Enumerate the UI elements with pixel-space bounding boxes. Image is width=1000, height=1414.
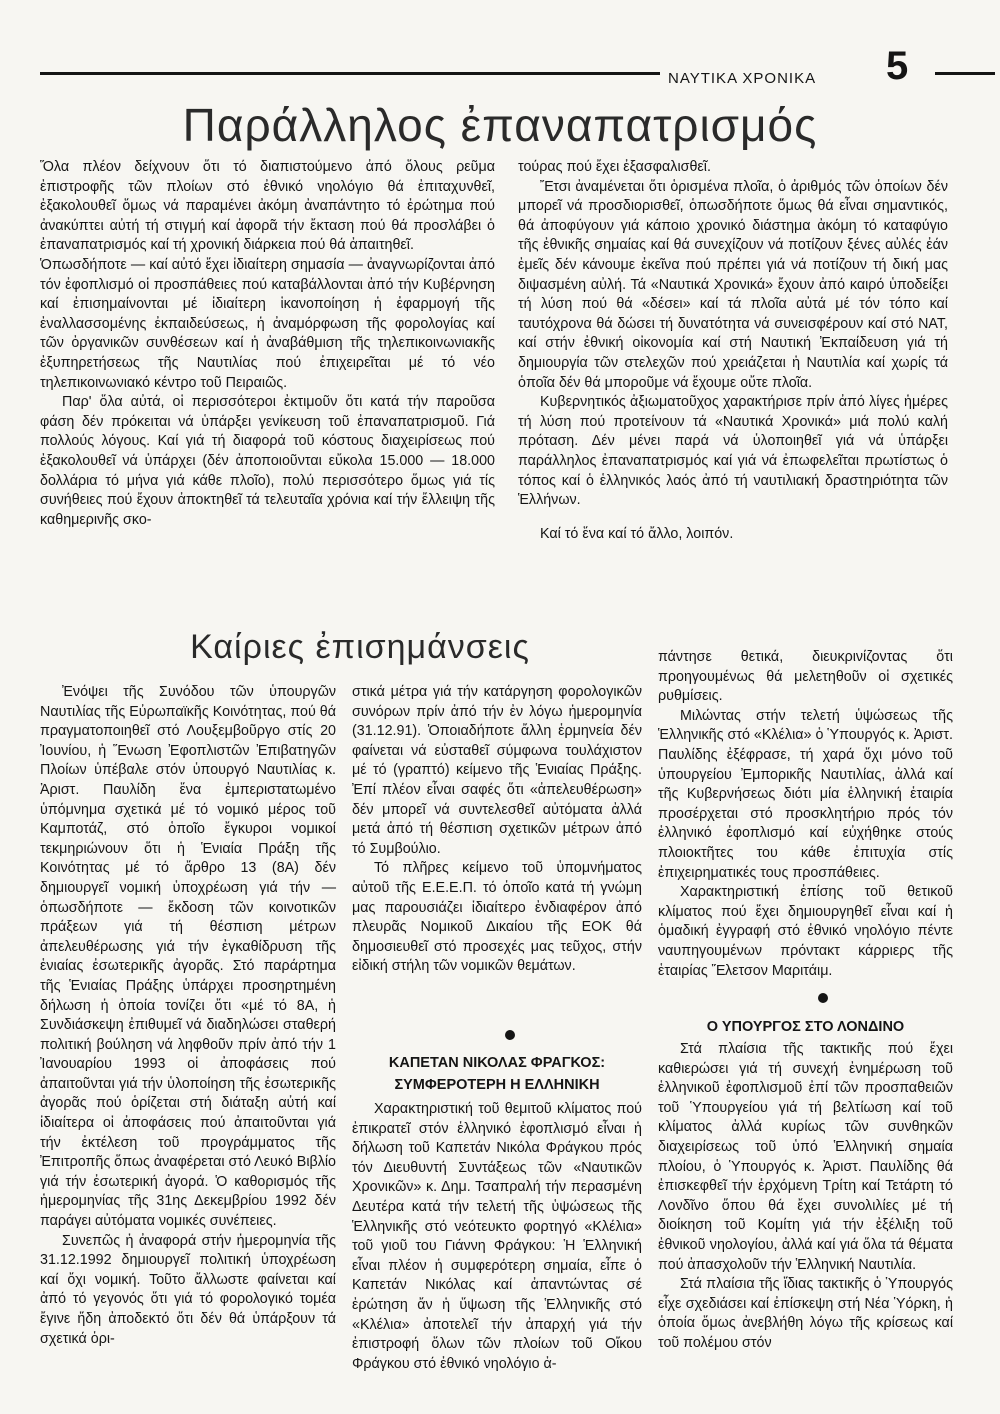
- article1-continuation: τούρας πού ἔχει ἐξασφαλισθεῖ.: [518, 159, 711, 175]
- page-number: 5: [886, 44, 909, 88]
- article1-paragraph: Παρ' ὅλα αὐτά, οἱ περισσότεροι ἐκτιμοῦν ὅτι κατά τήν παροῦσα φάση δέν πρόκειται νά ὑπάρξει γενίκευση τοῦ ἐπαναπατρισμοῦ. Γιά πολλούς λόγους. Καί γιά τή διαφορά τοῦ κόστους διαχειρίσεως πού ἐξακολουθεῖ νά ὑπάρχει (δέν ἀποποιοῦνται εὔκολα 15.000 — 18.000 δολλάρια τό μήνα γιά κάθε πλοῖο), πολύ περισσότερο ὅμως γιά τίς συνήθειες πού ἔχουν ἀποκτηθεῖ τά τελευταῖα χρόνια καί τήν ἔλλειψη τῆς καθημερινῆς σκο-: [40, 394, 495, 528]
- article1-paragraph: Ὁπωσδήποτε — καί αὐτό ἔχει ἰδιαίτερη σημασία — ἀναγνωρίζονται ἀπό τόν ἐφοπλισμό οἱ προσπάθειες πού καταβάλλονται ἀπό τήν Κυβέρνηση καί ἐπισημαίνονται μέ ἰδιαίτερη ἱκανοποίηση ἡ ἐφαρμογή τῆς ἐναλλασσομένης ἐκπαιδεύσεως, ἡ ἀναμόρφωση τῆς φορολογίας καί τῶν ὀργανικῶν συνθέσεων καί ἡ ἀναβάθμιση τῆς τηλεπικοινωνιακῆς ἐξυπηρετήσεως τῆς Ναυτιλίας πού ἐπιχειρεῖται μέ τό νέο τηλεπικοινωνιακό κέντρο τοῦ Πειραιῶς.: [40, 256, 495, 391]
- bullet-dot-icon: [505, 1030, 515, 1040]
- article3-body: Χαρακτηριστική τοῦ θεμιτοῦ κλίματος πού ἐπικρατεῖ στόν ἑλληνικό ἐφοπλισμό εἶναι ἡ δήλωση τοῦ Καπετάν Νικόλα Φράγκου πρός τόν Διευθυντή Συντάξεως τῶν «Ναυτικῶν Χρονικῶν» κ. Δημ. Τσαπραλή τήν περασμένη Δευτέρα κατά τήν τελετή τῆς ὑψώσεως τῆς Ἑλληνικῆς στό νεότευκτο φορτηγό «Κλέλια» τοῦ γιοῦ του Γιάννη Φράγκου: Ἡ Ἑλληνική εἶναι πλέον ἡ συμφερότερη σημαία, εἶπε ὁ Καπετάν Νικόλας καί ἀπαντώντας σέ ἐρώτηση ἄν ἡ ὕψωση τῆς Ἑλληνικῆς στό «Κλέλια» ἀποτελεῖ τήν ἀπαρχή γιά τήν ἐπιστροφή ὅλων τῶν πλοίων τοῦ Οἴκου Φράγκου στό ἐθνικό νηολόγιο ἀ-: [352, 1101, 642, 1372]
- article3-body-column: [352, 1100, 642, 1374]
- article1-closing: Καί τό ἕνα καί τό ἄλλο, λοιπόν.: [540, 525, 734, 542]
- article4-paragraph: Στά πλαίσια τῆς τακτικῆς πού ἔχει καθιερώσει γιά τή συνεχή ἐνημέρωση τοῦ ἑλληνικοῦ ἐφοπλισμοῦ ἐπί τῶν προσπαθειῶν τοῦ Ὑπουργείου γιά τή βελτίωση καί τοῦ κλίματος ἀλλά κυρίως τῶν συνθηκῶν διαχειρίσεως τοῦ ὑπό Ἑλληνική σημαία πλοίου, ὁ Ὑπουργός κ. Ἀριστ. Παυλίδης θά ἐπισκεφθεῖ τήν ἐρχόμενη Τρίτη καί Τετάρτη τό Λονδῖνο ὅπου θά ἔχει συνολιλίες μέ τή διοίκηση τοῦ Κομίτη γιά τήν ἐξέλιξη τοῦ ἐθνικοῦ νηολογίου, ἀλλά καί γιά ὅλα τά θέματα πού ἀπασχολοῦν τήν Ἑλληνική Ναυτιλία.: [658, 1041, 953, 1273]
- article2-title: Καίριες ἐπισημάνσεις: [190, 628, 530, 666]
- header-rule-right: [935, 72, 995, 75]
- article2-column-2: [352, 683, 642, 977]
- article1-left-column: [40, 158, 495, 530]
- article2-column-3: [658, 648, 953, 981]
- article1-right-column: [518, 158, 948, 544]
- article3-headline-line-2: ΣΥΜΦΕΡΟΤΕΡΗ Η ΕΛΛΗΝΙΚΗ: [394, 1077, 600, 1093]
- article4-headline: Ο ΥΠΟΥΡΓΟΣ ΣΤΟ ΛΟΝΔΙΝΟ: [706, 1019, 905, 1035]
- page-header: [40, 44, 960, 90]
- article2-paragraph: Ἐνόψει τῆς Συνόδου τῶν ὑπουργῶν Ναυτιλίας τῆς Εὐρωπαϊκῆς Κοινότητας, πού θά πραγματοποιηθεῖ στό Λουξεμβοῦργο στίς 20 Ἰουνίου, ἡ Ἕνωση Ἐφοπλιστῶν Ἐπιβατηγῶν Πλοίων ὑπέβαλε στόν ὑπουργό Ναυτιλίας κ. Ἀριστ. Παυλίδη ἕνα ἐμπεριστατωμένο ὑπόμνημα σχετικά μέ τό νομικό μέρος τοῦ Καμποτάζ, στό ὁποῖο ἔγκυροι νομικοί τεκμηριώνουν ὅτι ἡ Ἑνιαία Πράξη τῆς Κοινότητας μέ τό ἄρθρο 13 (8Α) δέν δημιουργεῖ νομική ὑποχρέωση γιά τήν — ὁπωσδήποτε — ἔκδοση τῶν κοινοτικῶν πράξεων γιά τή θέσπιση μέτρων ἀπελευθέρωσης γιά τήν ἐγκαθίδρυση τῆς ἑνιαίας ἐσωτερικῆς ἀγορᾶς. Στό παράρτημα τῆς Ἑνιαίας Πράξης ὑπάρχει προσηρτημένη δήλωση ἡ ὁποία τονίζει ὅτι «μέ τό 8Α, ἡ Συνδιάσκεψη ἐπιθυμεῖ νά διαδηλώσει σταθερή πολιτική βούληση νά ληφθοῦν πρίν ἀπό τήν 1 Ἰανουαρίου 1993 οἱ ἀποφάσεις πού ἀπαιτοῦνται γιά τήν ὑλοποίηση τῆς ἐσωτερικῆς ἀγορᾶς πού ὁρίζεται στή διάταξη αὐτή καί ἰδιαίτερα οἱ ἀποφάσεις πού ἀπαιτοῦνται γιά τήν ἐκτέλεση τοῦ προγράμματος τῆς Ἐπιτροπῆς ὅπως ἀναφέρεται στό Λευκό Βιβλίο γιά τήν ἐσωτερική ἀγορά. Ὁ καθορισμός τῆς ἡμερομηνίας τῆς 31ης Δεκεμβρίου 1992 δέν παράγει αὐτόματα νομικές συνέπειες.: [40, 684, 336, 1230]
- article1-paragraph: Ἔτσι ἀναμένεται ὅτι ὁρισμένα πλοῖα, ὁ ἀριθμός τῶν ὁποίων δέν μπορεῖ νά προσδιορισθεῖ, ὁπωσδήποτε ὅμως θά εἶναι σημαντικός, θά ἀποφύγουν γιά κάποιο χρονικό διάστημα ἀκόμη τό καταφύγιο τῆς ἐθνικῆς σημαίας καί θά συνεχίζουν νά ποτίζουν ξένες αὐλές ἐάν ἐμεῖς δέν κάνουμε ἐκεῖνα πού πρέπει γιά νά ποτίζουν τή δική μας διψασμένη αὐλή. Τά «Ναυτικά Χρονικά» ἔχουν ἀπό καιρό ὑποδείξει τή λύση πού θά «δέσει» καί τά πλοῖα αὐτά μέ τόν τόπο καί ταυτόχρονα θά δώσει τή δυνατότητα νά συνεισφέρουν καί στό ΝΑΤ, καί στήν ἐθνική οἰκονομία καί στή Ναυτική Ἐκπαίδευση γιά τή δημιουργία τῶν στελεχῶν πού χρειάζεται ἡ Ναυτιλία καί χωρίς τά ὁποῖα δέν θά μποροῦμε νά ἔχουμε οὔτε πλοῖα.: [518, 178, 948, 391]
- article2-paragraph: Συνεπῶς ἡ ἀναφορά στήν ἡμερομηνία τῆς 31.12.1992 δημιουργεῖ πολιτική ὑποχρέωση καί ὄχι νομική. Τοῦτο ἄλλωστε φαίνεται καί ἀπό τό γεγονός ὅτι γιά τό φορολογικό τομέα ἔγινε ἤδη ἀποδεκτό ὅτι δέν θά ὑπάρξουν τά σχετικά ὁρι-: [40, 1232, 336, 1347]
- article2-continuation: στικά μέτρα γιά τήν κατάργηση φορολογικῶν συνόρων πρίν ἀπό τήν ἐν λόγω ἡμερομηνία (31.12.91). Ὁποιαδήποτε ἄλλη ἑρμηνεία δέν φαίνεται νά εὐσταθεῖ σύμφωνα τουλάχιστον μέ τό (γραπτό) κείμενο τῆς Ἑνιαίας Πράξης. Ἐπί πλέον εἶναι σαφές ὅτι «ἀπελευθέρωση» δέν μπορεῖ νά συντελεσθεῖ αὐτόματα ἀλλά μετά ἀπό τή θέσπιση σχετικῶν μέτρων ἀπό τό Συμβούλιο.: [352, 684, 642, 857]
- article3-headline-line-1: ΚΑΠΕΤΑΝ ΝΙΚΟΛΑΣ ΦΡΑΓΚΟΣ:: [388, 1055, 606, 1071]
- article1-paragraph: Κυβερνητικός ἀξιωματοῦχος χαρακτήρισε πρίν ἀπό λίγες ἡμέρες τή λύση πού προτείνουν τά «Ναυτικά Χρονικά» μιά πολύ καλή πρόταση. Δέν μένει παρά νά ὑλοποιηθεῖ γιά νά ὑπάρξει παράλληλος ἐπαναπατρισμός καί γιά νά ἐπωφελεῖται πρωτίστως ὁ τόπος καί ὁ ἑλληνικός λαός ἀπό τή ναυτιλιακή δραστηριότητα τῶν Ἑλλήνων.: [518, 394, 948, 509]
- article3-paragraph: Χαρακτηριστική ἐπίσης τοῦ θετικοῦ κλίματος πού ἔχει δημιουργηθεῖ εἶναι καί ἡ ὁμαδική ἐγγραφή στό ἐθνικό νηολόγιο πέντε ναυπηγουμένων πρόντακτ κάρριερς τῆς ἑταιρίας Ἕλετσον Μαριτάιμ.: [658, 884, 953, 979]
- article3-continuation: πάντησε θετικά, διευκρινίζοντας ὅτι προηγουμένως θά μελετηθοῦν οἱ σχετικές ρυθμίσεις.: [658, 649, 953, 705]
- article4-body-column: [658, 1040, 953, 1354]
- article4-paragraph: Στά πλαίσια τῆς ἴδιας τακτικῆς ὁ Ὑπουργός εἶχε σχεδιάσει καί ἐπίσκεψη στή Νέα Ὑόρκη, ἡ ὁποία ὅμως ἀνεβλήθη λόγω τῆς κρίσεως καί τοῦ πολέμου στόν: [658, 1276, 953, 1351]
- publication-name: ΝΑΥΤΙΚΑ ΧΡΟΝΙΚΑ: [668, 70, 817, 87]
- article2-column-1: [40, 683, 336, 1349]
- article2-paragraph: Τό πλῆρες κείμενο τοῦ ὑπομνήματος αὐτοῦ τῆς Ε.Ε.Ε.Π. τό ὁποῖο κατά τή γνώμη μας παρουσιάζει ἰδιαίτερο ἐνδιαφέρον ἀπό πλευρᾶς Νομικοῦ Δικαίου τῆς ΕΟΚ θά δημοσιευθεῖ στό προσεχές μας τεῦχος, στήν εἰδική στήλη τῶν νομικῶν θεμάτων.: [352, 860, 642, 975]
- header-rule-left: [40, 72, 660, 75]
- article3-headline: [352, 1052, 642, 1096]
- article3-paragraph: Μιλώντας στήν τελετή ὑψώσεως τῆς Ἑλληνικῆς στό «Κλέλια» ὁ Ὑπουργός κ. Ἀριστ. Παυλίδης ἐξέφρασε, τή χαρά ὄχι μόνο τοῦ ὑπουργείου Ἐμπορικῆς Ναυτιλίας, ἀλλά καί τῆς Κυβερνήσεως διότι μία ἑλληνική ἑταιρία προσέρχεται στό προσκλητήριο πρός τόν ἑλληνικό ἐφοπλισμό καί εὐχήθηκε στούς πλοιοκτῆτες του κάθε ἐπιτυχία στίς ἐπιχειρηματικές τους προσπάθειες.: [658, 707, 953, 881]
- bullet-dot-icon: [818, 993, 828, 1003]
- article1-title: Παράλληλος ἐπαναπατρισμός: [182, 99, 818, 151]
- article1-paragraph: Ὅλα πλέον δείχνουν ὅτι τό διαπιστούμενο ἀπό ὅλους ρεῦμα ἐπιστροφῆς τῶν πλοίων στό ἐθνικό νηολόγιο θά ἐπιταχυνθεῖ, ἐξακολουθεῖ ὅμως νά παραμένει ἀκόμη ἀναπάντητο τό ἐρώτημα πού ἀνακύπτει αὐτή τή στιγμή καί ἀφορᾶ τήν ἔκταση πού θά προσλάβει ὁ ἐπαναπατρισμός καί τή χρονική διάρκεια πού θά ἀπαιτηθεῖ.: [40, 159, 495, 254]
